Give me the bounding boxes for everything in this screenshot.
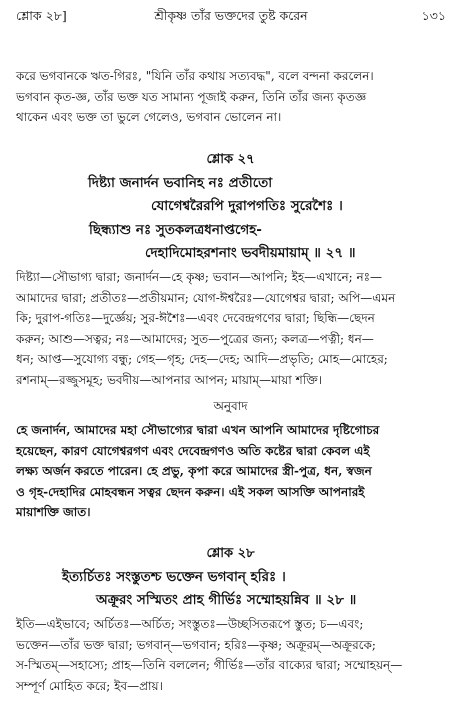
verse-28-line: ইত্যর্চিতঃ সংস্তুতশ্চ ভক্তেন ভগবান্ হরিঃ । bbox=[62, 569, 286, 585]
running-header bbox=[16, 8, 446, 28]
verse-28-heading: শ্লোক ২৮ bbox=[206, 546, 255, 561]
page-number: ১৩১ bbox=[421, 8, 446, 23]
synonym-line: কি; দুরাপ-গতিঃ—দুর্জ্ঞেয়; সুর-ঈশৈঃ—এবং দেবেন্দ্রগণের দ্বারা; ছিন্ধি—ছেদন bbox=[16, 311, 375, 325]
translation-line: মায়াশক্তি জাত। bbox=[16, 505, 91, 519]
chapter-title: শ্রীকৃষ্ণ তাঁর ভক্তদের তুষ্ট করেন bbox=[154, 8, 308, 23]
verse-27-line: দিষ্ট্যা জনার্দন ভবানিহ নঃ প্রতীতো bbox=[88, 175, 273, 191]
translation-line: হে জনার্দন, আমাদের মহা সৌভাগ্যের দ্বারা এখন আপনি আমাদের দৃষ্টিগোচর bbox=[16, 423, 380, 437]
synonym-line: আমাদের দ্বারা; প্রতীতঃ—প্রতীয়মান; যোগ-ঈশ্বরৈঃ—যোগেশ্বর দ্বারা; অপি—এমন bbox=[16, 290, 396, 305]
verse-27-line: ছিন্ধ্যাশু নঃ সুতকলত্রধনাপ্তগেহ- bbox=[89, 222, 262, 238]
verse-27-synonyms bbox=[16, 267, 446, 390]
intro-line: করে ভগবানকে ঋত-গিরঃ, "যিনি তাঁর কথায় সত্যবদ্ধ", বলে বন্দনা করলেন। bbox=[16, 69, 374, 83]
verse-27-heading: শ্লোক ২৭ bbox=[206, 152, 255, 167]
verse-27-line: দেহাদিমোহরশনাং ভবদীয়মায়াম্ ॥ ২৭ ॥ bbox=[145, 245, 356, 261]
synonym-line: ধন; আপ্ত—সুযোগ্য বন্ধু; গেহ—গৃহ; দেহ—দেহ; আদি—প্রভৃতি; মোহ—মোহের; bbox=[16, 352, 388, 366]
verse-27-line: যোগেশ্বরৈরপি দুরাপগতিঃ সুরেশৈঃ । bbox=[151, 198, 343, 214]
verse-27-translation bbox=[16, 420, 446, 523]
verse-28-line: অক্রূরং সস্মিতং প্রাহ গীর্ভিঃ সম্মোহয়ন্নিব ॥ ২৮ ॥ bbox=[96, 592, 357, 608]
synonym-line: দিষ্ট্যা—সৌভাগ্য দ্বারা; জনার্দন—হে কৃষ্ণ; ভবান—আপনি; ইহ—এখানে; নঃ— bbox=[16, 270, 383, 284]
synonym-line: সম্পূর্ণ মোহিত করে; ইব—প্রায়। bbox=[16, 678, 163, 693]
verse-28-synonyms bbox=[16, 614, 446, 696]
intro-line: ভগবান কৃত-জ্ঞ, তাঁর ভক্ত যত সামান্য পূজাই করুন, তিনি তাঁর জন্য কৃতজ্ঞ bbox=[16, 89, 367, 104]
intro-paragraph bbox=[16, 66, 446, 128]
synonym-line: রশনাম্—রজ্জুসমূহ; ভবদীয়—আপনার আপন; মায়াম্—মায়া শক্তি। bbox=[16, 372, 323, 387]
intro-line: থাকেন এবং ভক্ত তা ভুলে গেলেও, ভগবান ভোলেন না। bbox=[16, 110, 282, 124]
verse-reference: শ্লোক ২৮] bbox=[16, 8, 67, 23]
translation-line: হয়েছেন, কারণ যোগেশ্বরগণ এবং দেবেন্দ্রগণও অতি কষ্টের দ্বারা কেবল এই bbox=[16, 443, 370, 458]
synonym-line: ভক্তেন—তাঁর ভক্ত দ্বারা; ভগবান্—ভগবান; হরিঃ—কৃষ্ণ; অক্রূরম্—অক্রূরকে; bbox=[16, 637, 376, 652]
translation-line: ও গৃহ-দেহাদির মোহবন্ধন সত্বর ছেদন করুন। এই সকল আসক্তি আপনারই bbox=[16, 484, 365, 499]
translation-line: লক্ষ্য অর্জন করতে পারেন। হে প্রভু, কৃপা করে আমাদের স্ত্রী-পুত্র, ধন, স্বজন bbox=[16, 464, 372, 478]
synonym-line: স-স্মিতম্—সহাস্যে; প্রাহ—তিনি বললেন; গীর্ভিঃ—তাঁর বাক্যের দ্বারা; সম্মোহয়ন্— bbox=[16, 658, 403, 672]
synonym-line: ইতি—এইভাবে; অর্চিতঃ—অর্চিত; সংস্তুতঃ—উচ্ছসিতরূপে স্তুত; চ—এবং; bbox=[16, 617, 364, 631]
synonym-line: করুন; আশু—সত্বর; নঃ—আমাদের; সুত—পুত্রের জন্য; কলত্র—পত্নী; ধন— bbox=[16, 331, 374, 346]
translation-heading: অনুবাদ bbox=[213, 399, 248, 413]
